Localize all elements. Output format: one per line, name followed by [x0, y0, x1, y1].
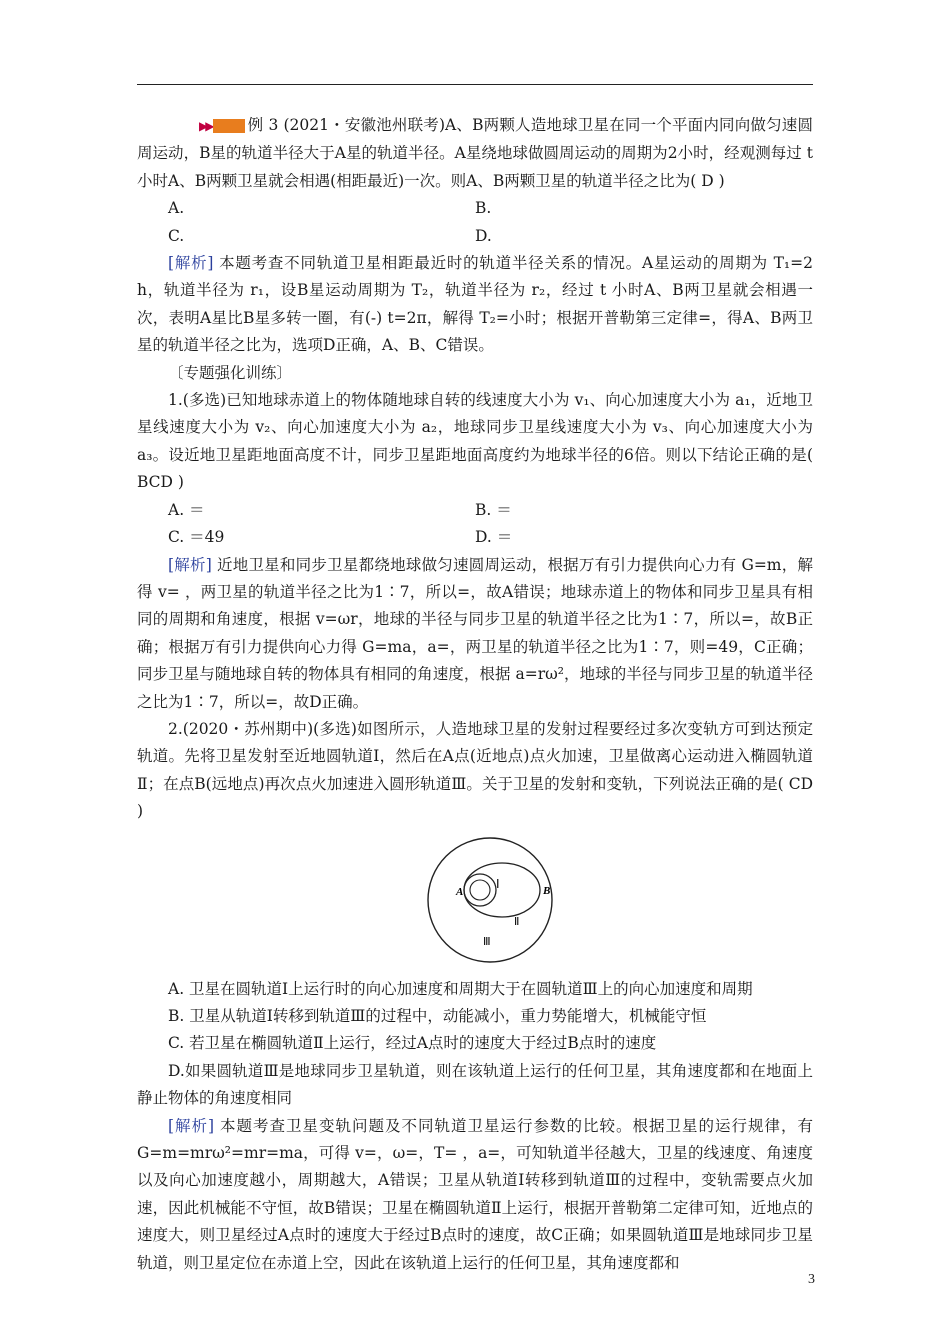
page-content [137, 112, 813, 1277]
header-rule [137, 84, 813, 85]
question-2-stem: 2.(2020・苏州期中)(多选)如图所示，人造地球卫星的发射过程要经过多次变轨方可到达预定轨道。先将卫星发射至近地圆轨道Ⅰ，然后在A点(近地点)点火加速，卫星做离心运动进入椭圆轨道Ⅱ；在点B(远地点)再次点火加速进入圆形轨道Ⅲ。关于卫星的发射和变轨，下列说法正确的是( CD ) [137, 719, 813, 821]
option-a: A. ＝ [168, 500, 205, 519]
option-d: D. [475, 226, 492, 245]
question-2-option-a: A. 卫星在圆轨道Ⅰ上运行时的向心加速度和周期大于在圆轨道Ⅲ上的向心加速度和周期 [168, 979, 753, 998]
earth-circle [470, 880, 490, 900]
orbit-2-label: Ⅱ [514, 915, 520, 928]
example-3-stem: ▶▶ 例 3 (2021・安徽池州联考)A、B两颗人造地球卫星在同一个平面内同向做匀速圆周运动，B星的轨道半径大于A星的轨道半径。A星绕地球做圆周运动的周期为2小时，经观测每过 t 小时A、B两颗卫星就会相遇(相距最近)一次。则A、B两颗卫星的轨道半径之比为( D ) [137, 112, 813, 195]
question-2-analysis: [解析] 本题考查卫星变轨问题及不同轨道卫星运行参数的比较。根据卫星的运行规律，有 G=m=mrω²=mr=ma，可得 v=，ω=，T= ，a=，可知轨道半径越大，卫星的线速度、角速度以及向心加速度越小，周期越大，A错误；卫星从轨道Ⅰ转移到轨道Ⅲ的过程中，变轨需要点火加速，因此机械能不守恒，故B错误；卫星在椭圆轨道Ⅱ上运行，根据开普勒第二定律可知，近地点的速度大，则卫星经过A点时的速度大于经过B点时的速度，故C正确；如果圆轨道Ⅲ是地球同步卫星轨道，则卫星定位在赤道上空，因此在该轨道上运行的任何卫星，其角速度都和 [137, 1116, 813, 1272]
orbit-3-label: Ⅲ [483, 935, 491, 948]
orbit-2-ellipse [464, 863, 540, 917]
question-1-options-cd [137, 524, 813, 551]
question-2-option-d: D.如果圆轨道Ⅲ是地球同步卫星轨道，则在该轨道上运行的任何卫星，其角速度都和在地面上静止物体的角速度相同 [137, 1061, 813, 1108]
point-b-label: B [543, 884, 551, 897]
question-1-stem: 1.(多选)已知地球赤道上的物体随地球自转的线速度大小为 v₁、向心加速度大小为 a₁，近地卫星线速度大小为 v₂、向心加速度大小为 a₂，地球同步卫星线速度大小为 v₃、向心加速度大小为 a₃。设近地卫星距地面高度不计，同步卫星距地面高度约为地球半径的6倍。则以下结论正确的是( BCD ) [137, 391, 813, 492]
training-header: 〔专题强化训练〕 [168, 363, 293, 382]
orbit-1-circle [464, 874, 496, 906]
option-a: A. [168, 199, 185, 218]
orbit-diagram [422, 832, 562, 972]
orbit-figure [137, 832, 813, 972]
question-2-option-b: B. 卫星从轨道Ⅰ转移到轨道Ⅲ的过程中，动能减小，重力势能增大，机械能守恒 [168, 1006, 707, 1025]
option-d: D. ＝ [475, 528, 513, 547]
analysis-tag: [解析] [168, 254, 214, 273]
option-b: B. [475, 199, 492, 218]
example-marker-icon: ▶▶ [168, 112, 245, 140]
page-number: 3 [808, 1272, 815, 1287]
option-c: C. ＝49 [168, 528, 225, 547]
question-2-option-c: C. 若卫星在椭圆轨道Ⅱ上运行，经过A点时的速度大于经过B点时的速度 [168, 1034, 657, 1053]
point-a-label: A [456, 885, 464, 898]
option-c: C. [168, 226, 185, 245]
question-1-options-ab [137, 497, 813, 524]
orbit-1-label: Ⅰ [496, 876, 500, 891]
example-3-options-cd [137, 223, 813, 250]
option-b: B. ＝ [475, 500, 512, 519]
example-3-analysis: [解析] 本题考查不同轨道卫星相距最近时的轨道半径关系的情况。A星运动的周期为 T₁=2 h，轨道半径为 r₁，设B星运动周期为 T₂，轨道半径为 r₂，经过 t 小时A、B两卫星就会相遇一次，表明A星比B星多转一圈，有(-) t=2π，解得 T₂=小时；根据开普勒第三定律=，得A、B两卫星的轨道半径之比为，选项D正确，A、B、C错误。 [137, 254, 813, 355]
analysis-tag: [解析] [168, 555, 212, 574]
analysis-tag: [解析] [168, 1116, 215, 1135]
question-1-analysis: [解析] 近地卫星和同步卫星都绕地球做匀速圆周运动，根据万有引力提供向心力有 G=m，解得 v= ，两卫星的轨道半径之比为1∶7，所以=，故A错误；地球赤道上的物体和同步卫星具有相同的周期和角速度，根据 v=ωr，地球的半径与同步卫星的轨道半径之比为1∶7，所以=，故B正确；根据万有引力提供向心力得 G=ma，a=，两卫星的轨道半径之比为1∶7，则=49，C正确；同步卫星与随地球自转的物体具有相同的角速度，根据 a=rω²，地球的半径与同步卫星的轨道半径之比为1∶7，所以=，故D正确。 [137, 555, 813, 711]
example-3-options-ab [137, 195, 813, 222]
